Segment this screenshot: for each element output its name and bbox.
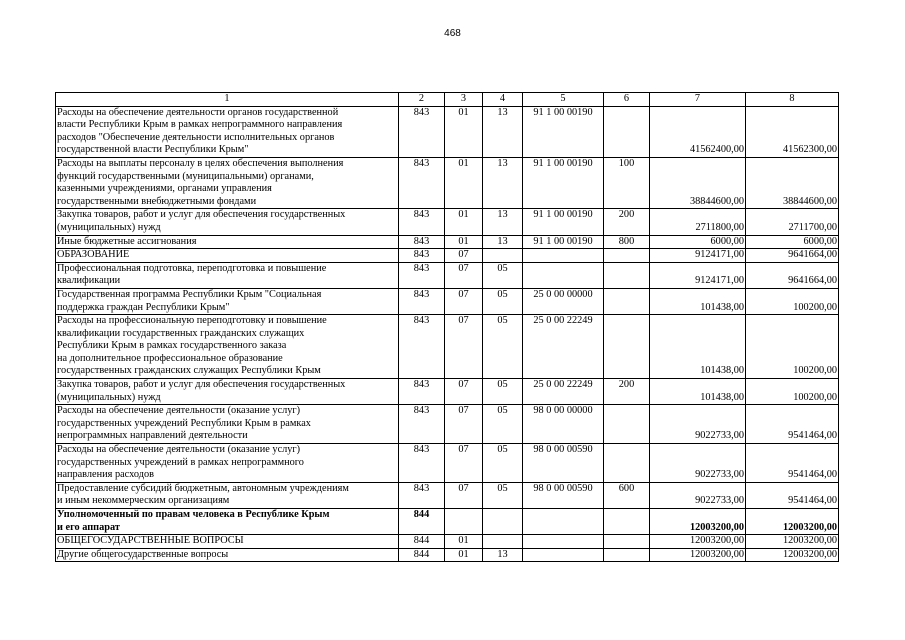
amount-year2-cell: 2711700,00 [746,209,839,235]
section-code-cell: 07 [445,262,483,288]
table-row [56,288,839,314]
amount-year2-cell: 9541464,00 [746,405,839,444]
grbs-code-cell: 843 [399,315,445,379]
table-row [56,482,839,508]
column-header: 6 [604,93,650,107]
table-row [56,235,839,249]
subsection-code-cell: 05 [483,288,523,314]
subsection-code-cell: 13 [483,235,523,249]
budget-table [55,92,839,562]
amount-year2-cell: 6000,00 [746,235,839,249]
column-header: 7 [650,93,746,107]
row-name-cell: Государственная программа Республики Крым "Социальная поддержка граждан Республики Крым" [56,288,399,314]
row-name-cell: Другие общегосударственные вопросы [56,548,399,562]
subsection-code-cell: 13 [483,157,523,208]
row-name-cell: Предоставление субсидий бюджетным, автономным учреждениям и иным некоммерческим организациям [56,482,399,508]
row-name-cell: Профессиональная подготовка, переподготовка и повышение квалификации [56,262,399,288]
amount-year1-cell: 12003200,00 [650,535,746,549]
amount-year2-cell: 100200,00 [746,315,839,379]
amount-year2-cell: 41562300,00 [746,106,839,157]
row-name-cell: Расходы на профессиональную переподготовку и повышение квалификации государственных гражданских служащих Республики Крым в рамках государственного заказа на дополнительное профессиональное образование государственных гражданских служащих Республики Крым [56,315,399,379]
section-code-cell: 01 [445,535,483,549]
row-name-cell: Расходы на обеспечение деятельности (оказание услуг) государственных учреждений в рамках непрограммного направления расходов [56,444,399,483]
expense-type-cell: 800 [604,235,650,249]
expense-type-cell: 200 [604,379,650,405]
table-row [56,315,839,379]
row-name-cell: Расходы на обеспечение деятельности (оказание услуг) государственных учреждений Республики Крым в рамках непрограммных направлений деятельности [56,405,399,444]
section-code-cell: 01 [445,106,483,157]
target-article-cell [523,548,604,562]
grbs-code-cell: 844 [399,548,445,562]
target-article-cell [523,535,604,549]
table-row [56,535,839,549]
column-header: 3 [445,93,483,107]
grbs-code-cell: 844 [399,509,445,535]
grbs-code-cell: 843 [399,405,445,444]
table-row [56,379,839,405]
amount-year2-cell: 12003200,00 [746,548,839,562]
target-article-cell: 98 0 00 00000 [523,405,604,444]
amount-year1-cell: 12003200,00 [650,548,746,562]
subsection-code-cell [483,249,523,263]
table-row [56,444,839,483]
grbs-code-cell: 843 [399,379,445,405]
target-article-cell [523,509,604,535]
subsection-code-cell: 05 [483,379,523,405]
row-name-cell: Закупка товаров, работ и услуг для обеспечения государственных (муниципальных) нужд [56,209,399,235]
target-article-cell: 91 1 00 00190 [523,235,604,249]
amount-year2-cell: 12003200,00 [746,535,839,549]
amount-year1-cell: 9022733,00 [650,405,746,444]
grbs-code-cell: 843 [399,262,445,288]
grbs-code-cell: 843 [399,249,445,263]
section-code-cell: 07 [445,315,483,379]
expense-type-cell [604,262,650,288]
grbs-code-cell: 843 [399,444,445,483]
expense-type-cell [604,509,650,535]
column-header: 1 [56,93,399,107]
section-code-cell: 01 [445,548,483,562]
table-row [56,509,839,535]
amount-year2-cell: 9641664,00 [746,262,839,288]
expense-type-cell [604,106,650,157]
subsection-code-cell [483,509,523,535]
row-name-cell: Иные бюджетные ассигнования [56,235,399,249]
subsection-code-cell: 05 [483,405,523,444]
row-name-cell: Закупка товаров, работ и услуг для обеспечения государственных (муниципальных) нужд [56,379,399,405]
amount-year1-cell: 9022733,00 [650,482,746,508]
table-row [56,157,839,208]
subsection-code-cell [483,535,523,549]
grbs-code-cell: 843 [399,209,445,235]
amount-year1-cell: 12003200,00 [650,509,746,535]
expense-type-cell [604,288,650,314]
expense-type-cell [604,548,650,562]
grbs-code-cell: 844 [399,535,445,549]
target-article-cell: 25 0 00 00000 [523,288,604,314]
amount-year1-cell: 2711800,00 [650,209,746,235]
amount-year2-cell: 9541464,00 [746,444,839,483]
expense-type-cell [604,249,650,263]
target-article-cell: 91 1 00 00190 [523,106,604,157]
target-article-cell: 98 0 00 00590 [523,444,604,483]
amount-year2-cell: 100200,00 [746,379,839,405]
column-header: 4 [483,93,523,107]
expense-type-cell [604,315,650,379]
section-code-cell: 01 [445,157,483,208]
amount-year2-cell: 38844600,00 [746,157,839,208]
amount-year2-cell: 9541464,00 [746,482,839,508]
expense-type-cell: 600 [604,482,650,508]
amount-year2-cell: 12003200,00 [746,509,839,535]
row-name-cell: Расходы на выплаты персоналу в целях обеспечения выполнения функций государственными (муниципальными) органами, казенными учреждениями, органами управления государственными внебюджетными фондами [56,157,399,208]
target-article-cell: 91 1 00 00190 [523,157,604,208]
table-row [56,209,839,235]
amount-year2-cell: 9641664,00 [746,249,839,263]
section-code-cell: 07 [445,482,483,508]
subsection-code-cell: 05 [483,262,523,288]
grbs-code-cell: 843 [399,235,445,249]
column-header: 2 [399,93,445,107]
row-name-cell: ОБЩЕГОСУДАРСТВЕННЫЕ ВОПРОСЫ [56,535,399,549]
subsection-code-cell: 05 [483,315,523,379]
amount-year1-cell: 38844600,00 [650,157,746,208]
section-code-cell: 07 [445,405,483,444]
amount-year2-cell: 100200,00 [746,288,839,314]
target-article-cell [523,262,604,288]
amount-year1-cell: 101438,00 [650,315,746,379]
amount-year1-cell: 101438,00 [650,379,746,405]
section-code-cell: 07 [445,444,483,483]
row-name-cell: Расходы на обеспечение деятельности органов государственной власти Республики Крым в рамках непрограммного направления расходов "Обеспечение деятельности исполнительных органов государственной власти Республики Крым" [56,106,399,157]
section-code-cell: 07 [445,249,483,263]
page-number: 468 [444,28,461,39]
row-name-cell: ОБРАЗОВАНИЕ [56,249,399,263]
target-article-cell: 98 0 00 00590 [523,482,604,508]
amount-year1-cell: 6000,00 [650,235,746,249]
expense-type-cell: 100 [604,157,650,208]
target-article-cell [523,249,604,263]
target-article-cell: 91 1 00 00190 [523,209,604,235]
section-code-cell: 07 [445,288,483,314]
expense-type-cell [604,535,650,549]
target-article-cell: 25 0 00 22249 [523,315,604,379]
amount-year1-cell: 9124171,00 [650,262,746,288]
section-code-cell [445,509,483,535]
column-header: 5 [523,93,604,107]
expense-type-cell [604,405,650,444]
amount-year1-cell: 9022733,00 [650,444,746,483]
section-code-cell: 07 [445,379,483,405]
expense-type-cell: 200 [604,209,650,235]
table-row [56,249,839,263]
subsection-code-cell: 05 [483,482,523,508]
subsection-code-cell: 13 [483,209,523,235]
column-header: 8 [746,93,839,107]
grbs-code-cell: 843 [399,106,445,157]
amount-year1-cell: 41562400,00 [650,106,746,157]
table-header-row [56,93,839,107]
subsection-code-cell: 13 [483,548,523,562]
table-row [56,405,839,444]
subsection-code-cell: 05 [483,444,523,483]
section-code-cell: 01 [445,209,483,235]
table-row [56,106,839,157]
grbs-code-cell: 843 [399,482,445,508]
amount-year1-cell: 101438,00 [650,288,746,314]
table-row [56,262,839,288]
grbs-code-cell: 843 [399,288,445,314]
section-code-cell: 01 [445,235,483,249]
subsection-code-cell: 13 [483,106,523,157]
table-row [56,548,839,562]
amount-year1-cell: 9124171,00 [650,249,746,263]
target-article-cell: 25 0 00 22249 [523,379,604,405]
row-name-cell: Уполномоченный по правам человека в Республике Крым и его аппарат [56,509,399,535]
expense-type-cell [604,444,650,483]
grbs-code-cell: 843 [399,157,445,208]
